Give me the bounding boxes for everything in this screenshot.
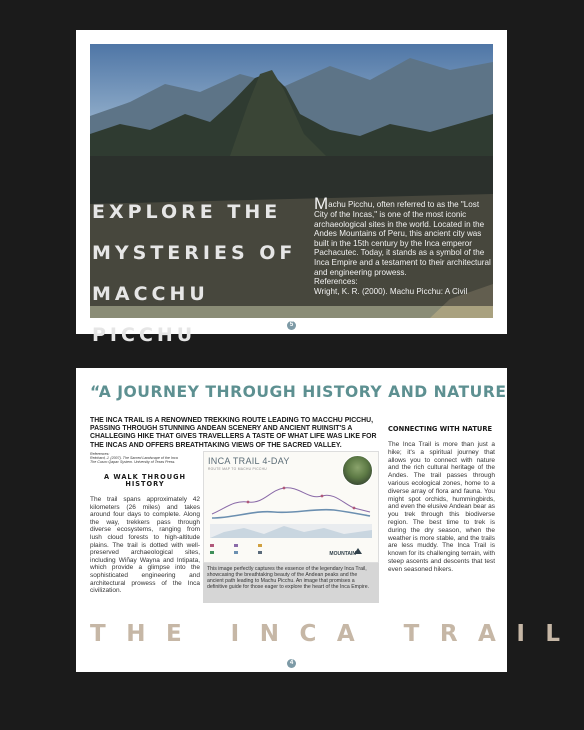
footer-title: THE INCA TRAIL — [90, 621, 581, 647]
nature-body-text: The Inca Trail is more than just a hike; it's a spiritual journey that allows you to connect with nature and the rich cultural heritage of the Andes. The trail passes through various ecological zones, home to a diverse array of flora and fauna. You might spot orchids, hummingbirds, and even the elusive Andean bear as you trek through this biodiverse region. The best time to trek is during the dry season, when the weather is more stable, and the trails are less muddy. The Inca Trail is known for its challenging terrain, with steep ascents and descents that test even seasoned hikers. — [388, 441, 495, 573]
map-brand: MOUNTAIN — [329, 551, 356, 557]
route-elevation-graphic — [204, 452, 380, 564]
hero-photo-machu-picchu — [90, 44, 493, 346]
reference-entry: Reinhard, J. (2007). The Sacred Landscape of the Inca — [90, 456, 178, 461]
references — [90, 452, 210, 465]
references-label: References: — [90, 452, 110, 456]
section-heading-nature: CONNECTING WITH NATURE — [388, 425, 493, 433]
reference-entry: The Cusco Qapac System. University of Texas Press. — [90, 460, 176, 465]
description-text: achu Picchu, often referred to as the "Lost City of the Incas," is one of the most iconic archaeological sites in the world. Located in the Andes Mountains of Peru, this ancient city was built in the 15th century by the Inca emperor Pachacutec. Today, it stands as a symbol of the Inca Empire and a testament to their architectural and engineering prowess. — [314, 200, 491, 277]
hero-title — [92, 192, 312, 356]
map-title: INCA TRAIL 4-DAY — [208, 456, 290, 466]
page-spread-bottom — [76, 368, 581, 672]
walk-body-text: The trail spans approximately 42 kilometers (26 miles) and takes around four days to complete. Along the way, trekkers pass through diverse ecosystems, ranging from lush cloud forests to high-altitude plains. The trail is dotted with well-preserved archaeological sites, including Wiñay Wayna and Intipata, which provide a glimpse into the sophisticated engineering and architectural prowess of the Inca civilization. — [90, 496, 200, 595]
map-caption: This image perfectly captures the essence of the legendary Inca Trail, showcasing the breathtaking beauty of the Andean peaks and the ancient path leading to Machu Picchu. An image that promises a definitive guide for those eager to explore the heart of the Inca Empire. — [203, 563, 379, 603]
hero-title-line: MYSTERIES OF — [92, 242, 297, 264]
reference-entry: Wright, K. R. (2000). Machu Picchu: A Civil — [314, 286, 468, 296]
page-number-badge: 5 — [287, 321, 296, 330]
intro-paragraph: THE INCA TRAIL IS A RENOWNED TREKKING ROUTE LEADING TO MACCHU PICCHU, PASSING THROUGH STUNNING ANDEAN SCENERY AND ANCIENT RUINSIT'S A CHALLEGING HIKE THAT GIVES TRAVELLERS A TASTE OF WHAT LIFE WAS LIKE FOR THE INCAS AND OFFERS BREATHTAKING VIEWS OF THE SACRED VALLEY. — [90, 417, 377, 449]
page-spread-top — [76, 30, 507, 346]
trail-route-map — [203, 451, 379, 563]
map-subtitle: ROUTE MAP TO MACHU PICCHU — [208, 467, 267, 471]
drop-cap: M — [314, 194, 329, 213]
section-heading-walk: A WALK THROUGH HISTORY — [103, 473, 187, 488]
page-number-badge: 4 — [287, 659, 296, 668]
hero-title-line: MACCHU PICCHU — [92, 283, 209, 346]
references-label: References: — [314, 277, 358, 287]
hero-title-line: EXPLORE THE — [92, 201, 282, 223]
page-title: “A JOURNEY THROUGH HISTORY AND NATURE — [90, 383, 507, 401]
hero-description — [314, 194, 494, 296]
